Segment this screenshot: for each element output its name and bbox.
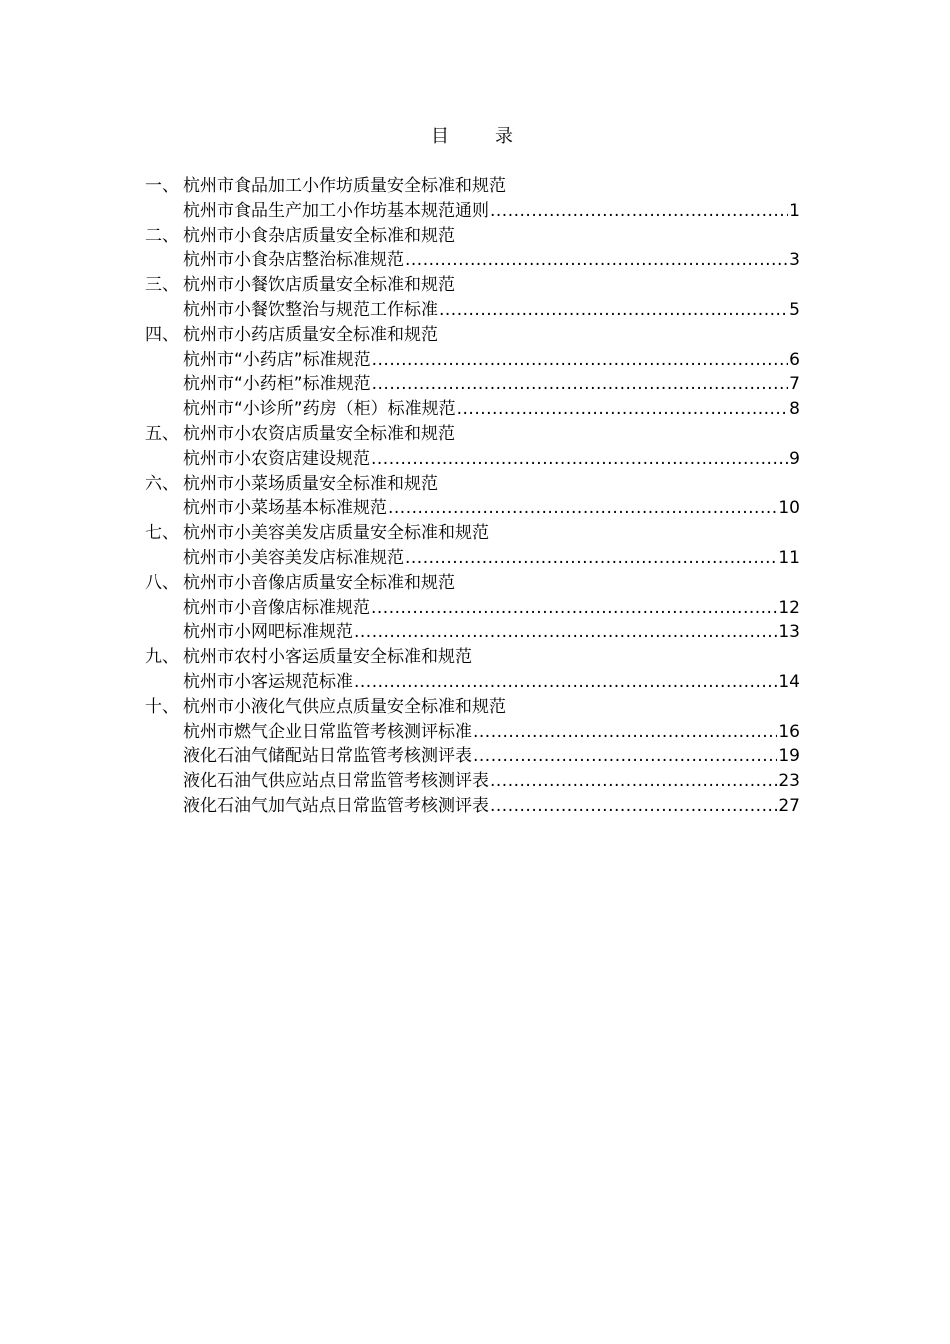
dot-leader (490, 794, 777, 819)
entry-page-number: 6 (789, 349, 800, 370)
toc-entry[interactable] (145, 372, 800, 397)
toc-entry[interactable] (145, 794, 800, 819)
entry-page-number: 10 (778, 498, 800, 519)
section-title: 杭州市小液化气供应点质量安全标准和规范 (183, 696, 506, 717)
section-number: 二、 (145, 225, 179, 246)
entry-page-number: 3 (789, 250, 800, 271)
section-title: 杭州市小农资店质量安全标准和规范 (183, 423, 455, 444)
toc-entry[interactable] (145, 298, 800, 323)
entry-title: 液化石油气储配站日常监管考核测评表 (183, 746, 472, 767)
entry-title: 杭州市小美容美发店标准规范 (183, 547, 404, 568)
section-number: 八、 (145, 572, 179, 593)
toc-section-heading[interactable] (145, 422, 800, 447)
entry-title: 杭州市小网吧标准规范 (183, 622, 353, 643)
entry-title: 杭州市小客运规范标准 (183, 671, 353, 692)
dot-leader (457, 397, 789, 422)
section-title: 杭州市小食杂店质量安全标准和规范 (183, 225, 455, 246)
dot-leader (354, 670, 777, 695)
section-number: 三、 (145, 275, 179, 296)
dot-leader (371, 596, 777, 621)
dot-leader (354, 620, 777, 645)
entry-page-number: 8 (789, 399, 800, 420)
entry-page-number: 23 (778, 771, 800, 792)
toc-entry[interactable] (145, 670, 800, 695)
section-number: 五、 (145, 423, 179, 444)
section-number: 四、 (145, 324, 179, 345)
toc-section-heading[interactable] (145, 224, 800, 249)
toc-title: 目 录 (431, 126, 527, 147)
entry-page-number: 9 (789, 448, 800, 469)
entry-title: 液化石油气加气站点日常监管考核测评表 (183, 795, 489, 816)
section-number: 十、 (145, 696, 179, 717)
entry-title: 杭州市“小药店”标准规范 (183, 349, 371, 370)
toc-entry[interactable] (145, 744, 800, 769)
dot-leader (490, 769, 777, 794)
dot-leader (388, 496, 777, 521)
toc-section-heading[interactable] (145, 695, 800, 720)
toc-entry[interactable] (145, 348, 800, 373)
toc-entry[interactable] (145, 248, 800, 273)
toc-section-heading[interactable] (145, 174, 800, 199)
entry-title: 杭州市小餐饮整治与规范工作标准 (183, 299, 438, 320)
dot-leader (405, 546, 777, 571)
entry-title: 杭州市小农资店建设规范 (183, 448, 370, 469)
toc-section-heading[interactable] (145, 571, 800, 596)
toc-entry[interactable] (145, 447, 800, 472)
toc-section-heading[interactable] (145, 645, 800, 670)
toc-entry[interactable] (145, 720, 800, 745)
entry-title: 杭州市小食杂店整治标准规范 (183, 250, 404, 271)
entry-page-number: 12 (778, 597, 800, 618)
dot-leader (405, 248, 788, 273)
toc-entry[interactable] (145, 769, 800, 794)
toc-section-heading[interactable] (145, 472, 800, 497)
dot-leader (372, 348, 789, 373)
dot-leader (372, 372, 789, 397)
dot-leader (490, 199, 788, 224)
entry-title: 杭州市“小药柜”标准规范 (183, 374, 371, 395)
dot-leader (371, 447, 788, 472)
entry-title: 杭州市“小诊所”药房（柜）标准规范 (183, 399, 456, 420)
table-of-contents (145, 174, 800, 819)
entry-title: 杭州市小音像店标准规范 (183, 597, 370, 618)
toc-section-heading[interactable] (145, 273, 800, 298)
section-title: 杭州市小美容美发店质量安全标准和规范 (183, 523, 489, 544)
entry-page-number: 7 (789, 374, 800, 395)
entry-title: 杭州市小菜场基本标准规范 (183, 498, 387, 519)
toc-entry[interactable] (145, 397, 800, 422)
toc-entry[interactable] (145, 496, 800, 521)
entry-page-number: 19 (778, 746, 800, 767)
section-title: 杭州市小药店质量安全标准和规范 (183, 324, 438, 345)
section-title: 杭州市小菜场质量安全标准和规范 (183, 473, 438, 494)
toc-entry[interactable] (145, 546, 800, 571)
section-title: 杭州市农村小客运质量安全标准和规范 (183, 647, 472, 668)
section-number: 六、 (145, 473, 179, 494)
entry-page-number: 1 (789, 200, 800, 221)
section-title: 杭州市小音像店质量安全标准和规范 (183, 572, 455, 593)
entry-title: 杭州市食品生产加工小作坊基本规范通则 (183, 200, 489, 221)
entry-page-number: 5 (789, 299, 800, 320)
toc-entry[interactable] (145, 199, 800, 224)
entry-title: 杭州市燃气企业日常监管考核测评标准 (183, 721, 472, 742)
entry-page-number: 16 (778, 721, 800, 742)
dot-leader (473, 744, 777, 769)
section-number: 一、 (145, 176, 179, 196)
entry-page-number: 13 (778, 622, 800, 643)
entry-title: 液化石油气供应站点日常监管考核测评表 (183, 771, 489, 792)
section-number: 九、 (145, 647, 179, 668)
toc-entry[interactable] (145, 596, 800, 621)
dot-leader (439, 298, 788, 323)
section-number: 七、 (145, 523, 179, 544)
toc-section-heading[interactable] (145, 521, 800, 546)
dot-leader (473, 720, 777, 745)
toc-section-heading[interactable] (145, 323, 800, 348)
section-title: 杭州市小餐饮店质量安全标准和规范 (183, 275, 455, 296)
toc-entry[interactable] (145, 620, 800, 645)
entry-page-number: 14 (778, 671, 800, 692)
entry-page-number: 27 (778, 795, 800, 816)
section-title: 杭州市食品加工小作坊质量安全标准和规范 (183, 176, 506, 196)
entry-page-number: 11 (778, 547, 800, 568)
